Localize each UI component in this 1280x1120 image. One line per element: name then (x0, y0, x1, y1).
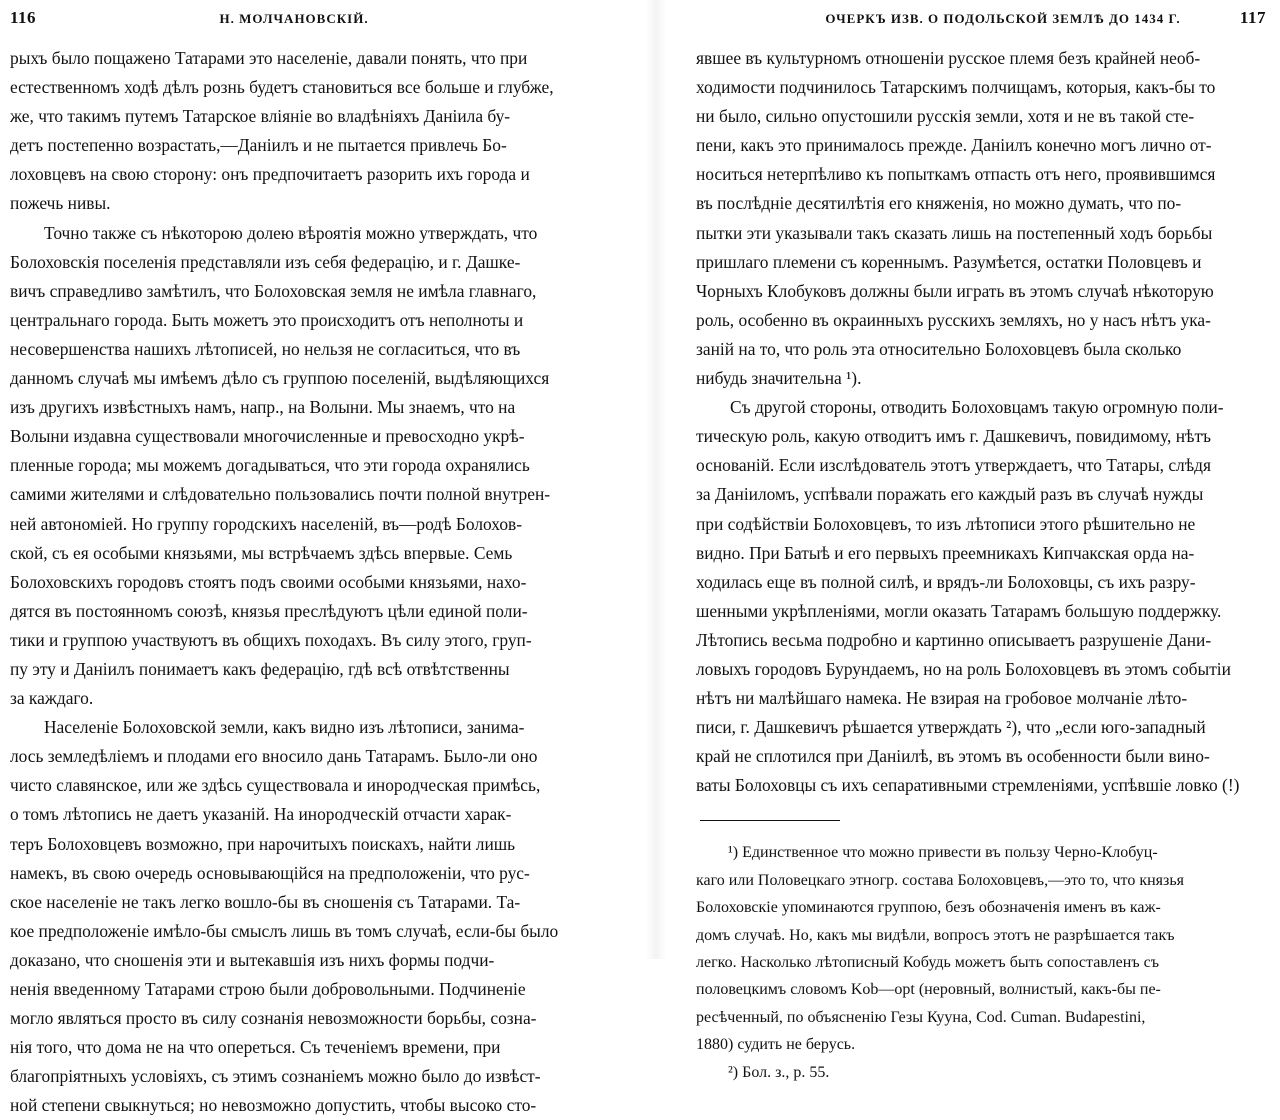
footnote-line: ресѣченный, по объясненію Гезы Кууна, Cod. Cuman. Budapestini, (696, 1008, 1146, 1026)
text-line: Волыни издавна существовали многочисленные и превосходно укрѣ- (10, 426, 525, 447)
text-line: лоховцевъ на свою сторону: онъ предпочитаетъ разорить ихъ города и (10, 164, 530, 185)
text-line: Точно также съ нѣкоторою долею вѣроятія можно утверждать, что (44, 222, 538, 243)
text-line: пожечь нивы. (10, 193, 111, 214)
text-line: за каждаго. (10, 688, 94, 709)
running-title-right: ОЧЕРКЪ ИЗВ. О ПОДОЛЬСКОЙ ЗЕМЛѢ ДО 1434 Г. (825, 11, 1181, 26)
left-page (0, 0, 640, 1116)
text-line: нибудь значительна ¹). (696, 368, 862, 389)
text-line: данномъ случаѣ мы имѣемъ дѣло съ группою поселеній, выдѣляющихся (10, 368, 550, 389)
text-line: ней автономіей. Но группу городскихъ населеній, въ—родѣ Болохов- (10, 513, 523, 534)
text-line: при содѣйствіи Болоховцевъ, то изъ лѣтописи этого рѣшительно не (696, 513, 1196, 534)
text-line: тики и группою участвуютъ въ общихъ походахъ. Въ силу этого, груп- (10, 629, 532, 650)
text-line: край не сплотился при Даніилѣ, въ этомъ въ особенности были вино- (696, 746, 1210, 767)
text-line: рыхъ было пощажено Татарами это населеніе, давали понять, что при (10, 48, 528, 68)
right-page (672, 0, 1280, 1081)
text-line: ной степени свыкнуться; но невозможно допустить, чтобы высоко сто- (10, 1095, 537, 1116)
text-line: Чорныхъ Клобуковъ должны были играть въ этомъ случаѣ нѣкоторую (696, 280, 1214, 301)
text-line: пришлаго племени съ кореннымъ. Разумѣется, остатки Половцевъ и (696, 251, 1202, 272)
text-line: основаній. Если изслѣдователь этотъ утверждаетъ, что Татары, слѣдя (696, 455, 1212, 476)
text-line: ненія введенному Татарами строю были добровольными. Подчиненіе (10, 979, 526, 999)
text-line: ловыхъ городовъ Бурундаемъ, но на роль Болоховцевъ въ этомъ событіи (696, 658, 1231, 679)
page-number-right: 117 (1239, 8, 1266, 27)
text-line: Населеніе Болоховской земли, какъ видно изъ лѣтописи, занима- (44, 717, 525, 738)
footnote-line: ¹) Единственное что можно привести въ пользу Черно-Клобуц- (728, 844, 1158, 862)
text-line: писи, г. Дашкевичъ рѣшается утверждать ²), что „если юго-западный (696, 717, 1206, 738)
text-line: лось земледѣліемъ и плодами его вносило дань Татарамъ. Было-ли оно (10, 746, 538, 767)
text-line: Съ другой стороны, отводить Болоховцамъ такую огромную поли- (730, 397, 1224, 418)
text-line: явшее въ культурномъ отношеніи русское племя безъ крайней необ- (696, 48, 1201, 68)
text-line: самими жителями и слѣдовательно пользовались почти полной внутрен- (10, 484, 551, 505)
text-line: вичъ справедливо замѣтилъ, что Болоховская земля не имѣла главнаго, (10, 280, 537, 301)
text-line: ходилась еще въ полной силѣ, и врядъ-ли Болоховцы, съ ихъ разру- (696, 571, 1196, 592)
footnote-line: 1880) судить не берусь. (696, 1036, 856, 1054)
text-line: несовершенства нашихъ лѣтописей, но нельзя не согласиться, что въ (10, 338, 521, 359)
text-line: ской, съ ея особыми князьями, мы встрѣчаемъ здѣсь впервые. Семь (10, 542, 513, 563)
text-line: носиться нетерпѣливо къ попыткамъ отпасть отъ него, проявившимся (696, 164, 1216, 185)
text-line: доказано, что сношенія эти и вытекавшія изъ нихъ формы подчи- (10, 949, 495, 970)
text-line: нія того, что дома не на что опереться. Съ теченіемъ времени, при (10, 1037, 501, 1058)
text-line: пленные города; мы можемъ догадываться, что эти города охранялись (10, 455, 530, 476)
text-line: детъ постепенно возрастать,—Даніилъ и не пытается привлечь Бо- (10, 135, 507, 156)
text-line: изъ другихъ извѣстныхъ намъ, напр., на Волыни. Мы знаемъ, что на (10, 397, 516, 418)
running-title-left: Н. МОЛЧАНОВСКІЙ. (219, 11, 369, 26)
text-line: теръ Болоховцевъ возможно, при нарочитыхъ поискахъ, найти лишь (10, 833, 516, 854)
text-line: могло являться просто въ силу сознанія невозможности борьбы, созна- (10, 1008, 537, 1029)
text-line: же, что такимъ путемъ Татарское вліяніе во владѣніяхъ Даніила бу- (10, 106, 511, 127)
footnote-line: ²) Бол. з., р. 55. (728, 1063, 830, 1081)
page-gutter (646, 0, 666, 959)
text-line: видно. При Батыѣ и его первыхъ преемникахъ Кипчакская орда на- (696, 542, 1195, 563)
text-line: центральнаго города. Быть можетъ это происходитъ отъ неполноты и (10, 309, 524, 330)
running-head-right (696, 8, 1266, 36)
text-line: пытки эти указывали такъ сказать лишь на постепенный ходъ борьбы (696, 222, 1213, 243)
footnote-line: каго или Половецкаго этногр. состава Болоховцевъ,—это то, что князья (696, 871, 1185, 889)
right-body-text (696, 44, 1266, 800)
text-line: Болоховскія поселенія представляли изъ себя федерацію, и г. Дашке- (10, 251, 521, 272)
text-line: о томъ лѣтопись не даетъ указаній. На инородческій отчасти харак- (10, 804, 512, 825)
text-line: дятся въ постоянномъ союзѣ, князья преслѣдуютъ цѣли единой поли- (10, 600, 528, 621)
text-line: кое предположеніе имѣло-бы смыслъ лишь въ томъ случаѣ, если-бы было (10, 920, 559, 941)
text-line: пени, какъ это принималось прежде. Даніилъ конечно могъ лично от- (696, 135, 1212, 156)
text-line: естественномъ ходѣ дѣлъ рознь будетъ становиться все больше и глубже, (10, 77, 554, 98)
running-head-left (10, 8, 582, 36)
footnote-rule (700, 820, 840, 821)
text-line: за Даніиломъ, успѣвали поражать его каждый разъ въ случаѣ нужды (696, 484, 1204, 505)
text-line: пу эту и Даніилъ понимаетъ какъ федерацію, гдѣ всѣ отвѣтственны (10, 658, 510, 679)
text-line: намекъ, въ свою очередь основывающійся на предположеніи, что рус- (10, 862, 530, 883)
text-line: нѣтъ ни малѣйшаго намека. Не взирая на гробовое молчаніе лѣто- (696, 688, 1188, 709)
page-number-left: 116 (10, 8, 37, 27)
text-line: Лѣтопись весьма подробно и картинно описываетъ разрушеніе Дани- (696, 629, 1212, 650)
text-line: ни было, сильно опустошили русскія земли, хотя и не въ такой сте- (696, 106, 1195, 127)
text-line: роль, особенно въ окраинныхъ русскихъ земляхъ, но у насъ нѣтъ ука- (696, 309, 1211, 330)
footnotes (696, 839, 1266, 1086)
footnote-line: Болоховскіе упоминаются группою, безъ обозначенія именъ въ каж- (696, 899, 1161, 917)
text-line: шенными укрѣпленіями, могли оказать Татарамъ большую поддержку. (696, 600, 1222, 621)
text-line: благопріятныхъ условіяхъ, съ этимъ сознаніемъ можно было до извѣст- (10, 1066, 541, 1087)
footnote-line: домъ случаѣ. Но, какъ мы видѣли, вопросъ этотъ не разрѣшается такъ (696, 926, 1175, 944)
text-line: ваты Болоховцы съ ихъ сепаративными стремленіями, успѣвшіе ловко (!) (696, 775, 1240, 796)
text-line: въ послѣдніе десятилѣтія его княженія, но можно думать, что по- (696, 193, 1182, 214)
footnote-line: половецкимъ словомъ Kob—opt (неровный, волнистый, какъ-бы пе- (696, 981, 1161, 999)
text-line: ходимости подчинилось Татарскимъ полчищамъ, которыя, какъ-бы то (696, 77, 1216, 98)
text-line: заній на то, что роль эта относительно Болоховцевъ была сколько (696, 338, 1182, 359)
text-line: тическую роль, какую отводитъ имъ г. Дашкевичъ, повидимому, нѣтъ (696, 426, 1212, 447)
text-line: чисто славянское, или же здѣсь существовала и инородческая примѣсь, (10, 775, 541, 796)
footnote-line: легко. Насколько лѣтописный Кобудь можетъ быть сопоставленъ съ (696, 954, 1159, 972)
text-line: Болоховскихъ городовъ стоятъ подъ своими особыми князьями, нахо- (10, 571, 527, 592)
text-line: ское населеніе не такъ легко вошло-бы въ сношенія съ Татарами. Та- (10, 891, 521, 912)
